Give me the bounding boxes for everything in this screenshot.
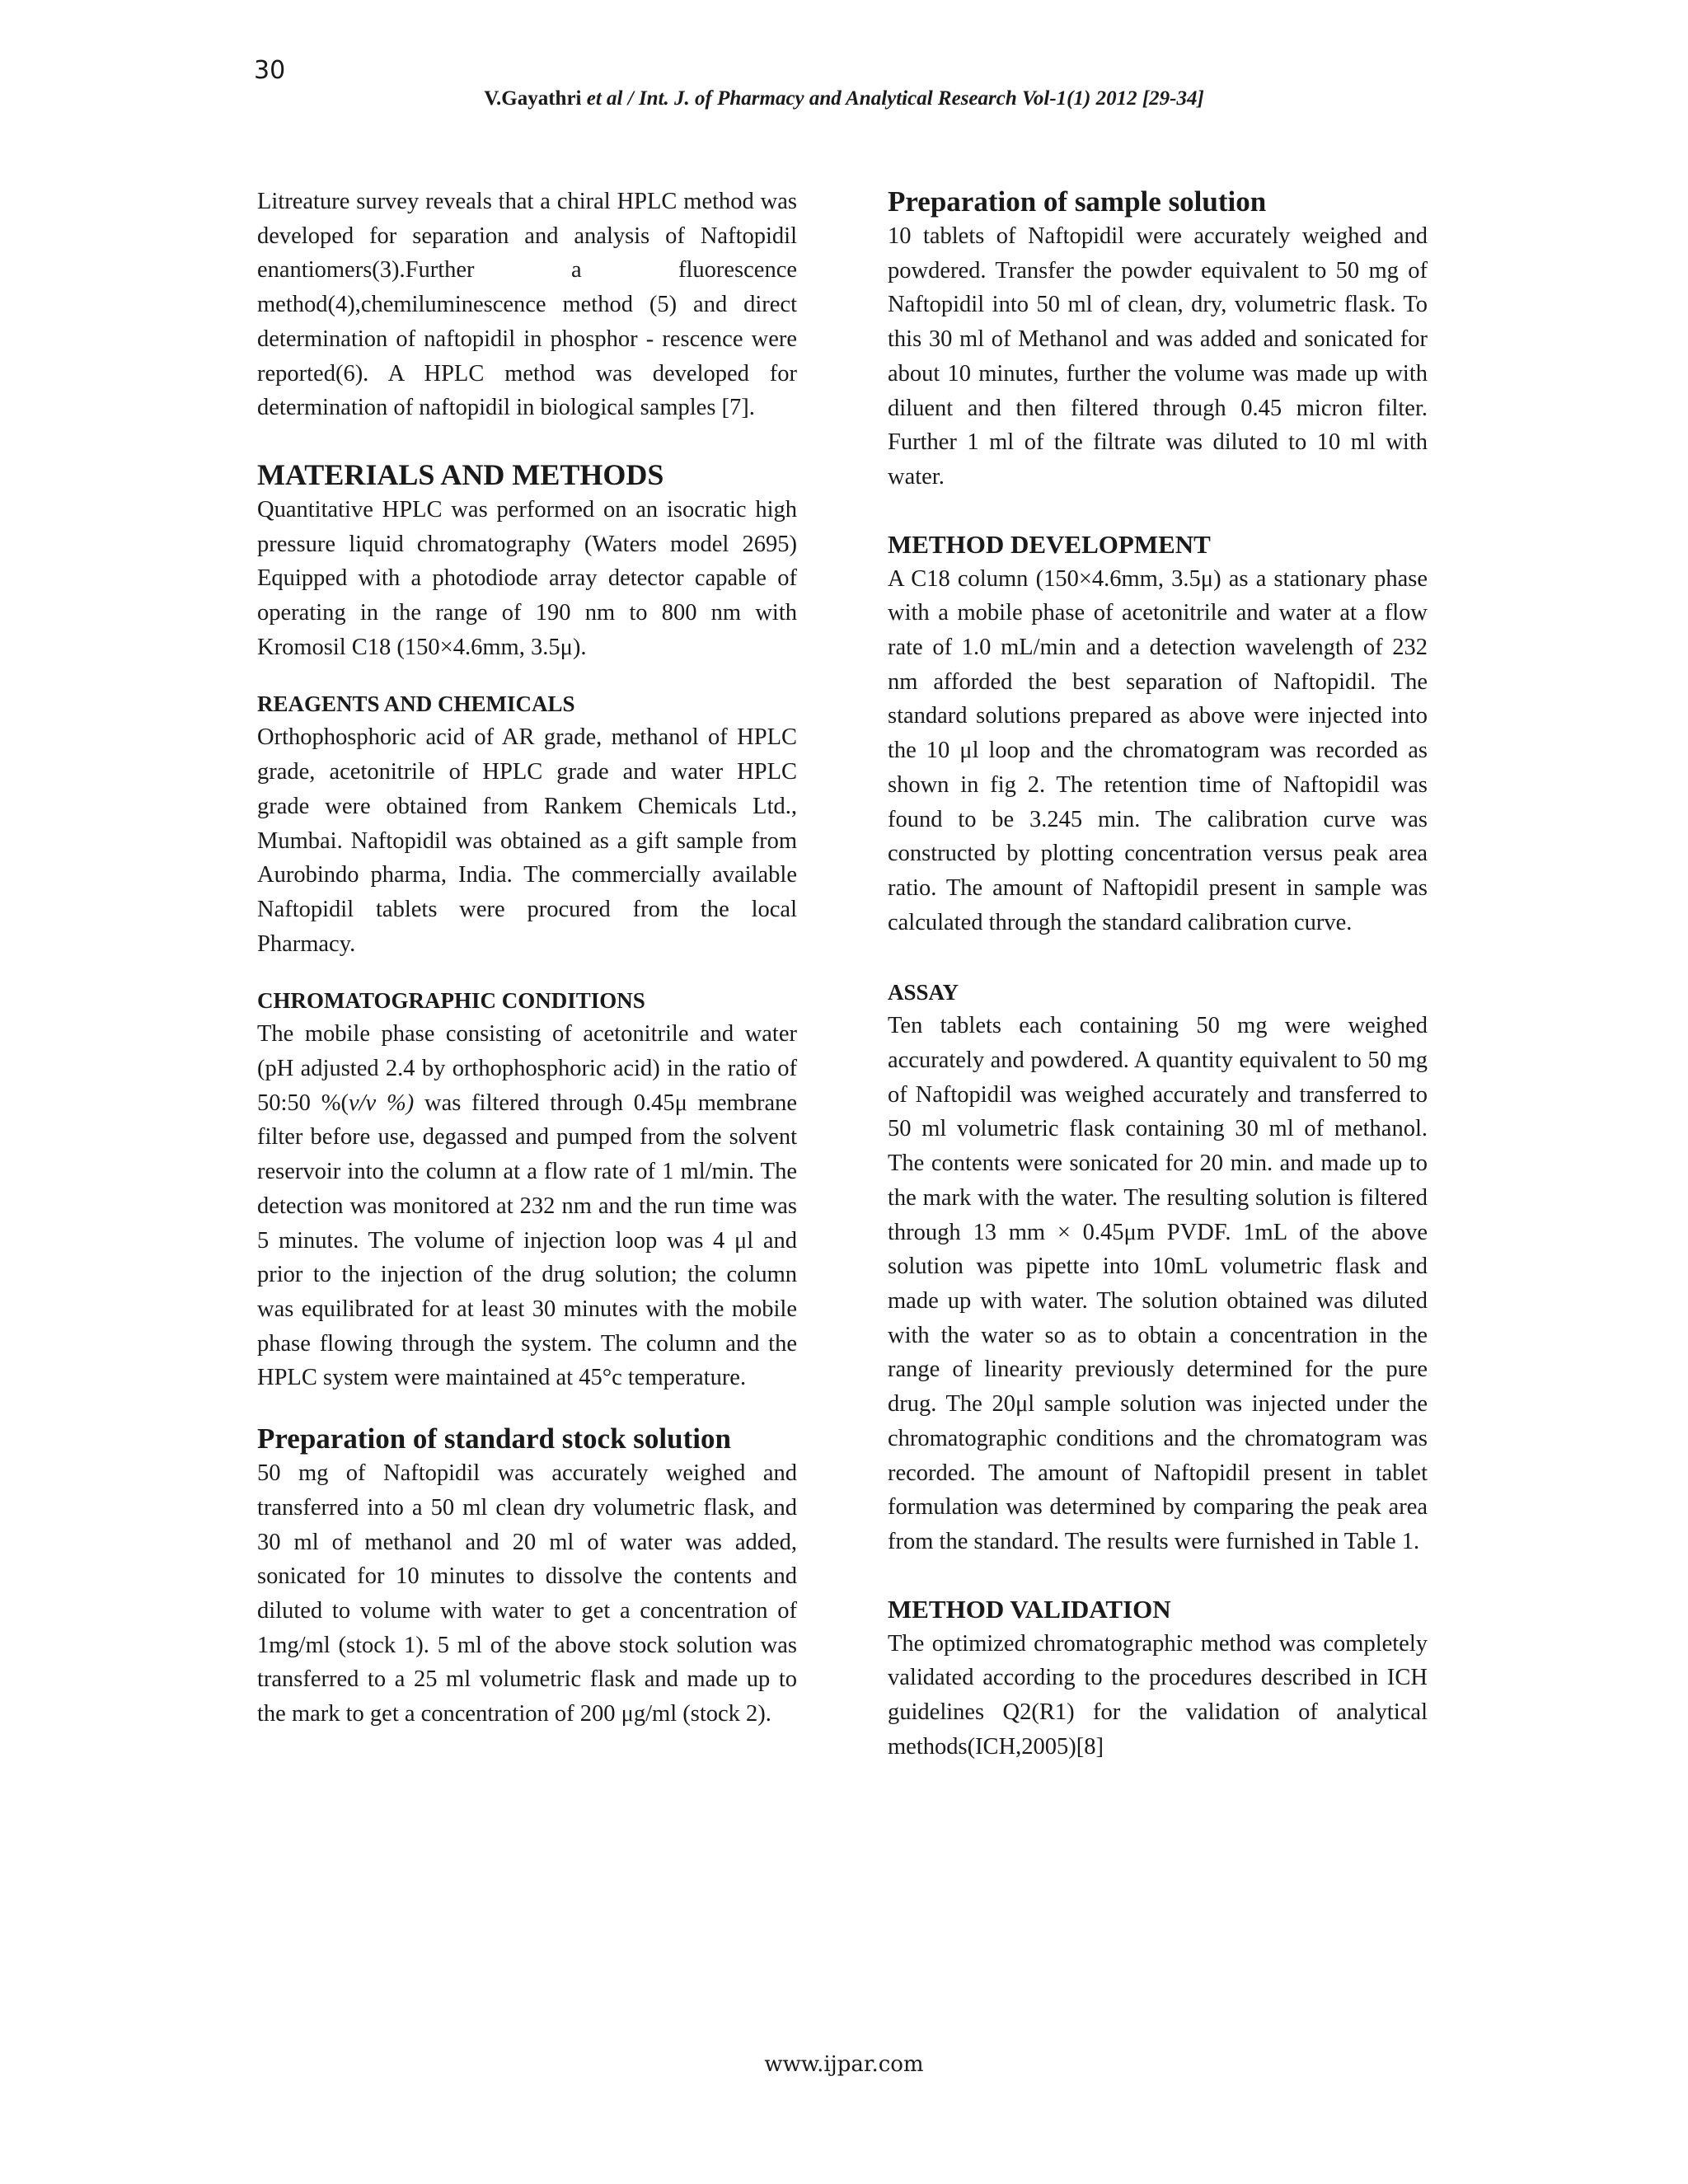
method-development-heading: METHOD DEVELOPMENT <box>888 529 1211 559</box>
sample-paragraph: 10 tablets of Naftopidil were accurately weighed and powdered. Transfer the powder equivalent to 50 mg of Naftopidil into 50 ml of clean, dry, volumetric flask. To this 30 ml of Methanol and was added and sonicated for about 10 minutes, further the volume was made up with diluent and then filtered through 0.45 micron filter. Further 1 ml of the filtrate was diluted to 10 ml with water. <box>888 223 1428 490</box>
chromatographic-heading: CHROMATOGRAPHIC CONDITIONS <box>257 988 645 1014</box>
chromatographic-paragraph <box>257 1017 797 1395</box>
left-column <box>257 185 797 1732</box>
sample-heading: Preparation of sample solution <box>888 185 1267 218</box>
assay-heading: ASSAY <box>888 980 959 1005</box>
method-validation-heading: METHOD VALIDATION <box>888 1594 1171 1624</box>
stock-paragraph: 50 mg of Naftopidil was accurately weighed and transferred into a 50 ml clean dry volumetric flask, and 30 ml of methanol and 20 ml of water was added, sonicated for 10 minutes to dissolve the contents and diluted to volume with water to get a concentration of 1mg/ml (stock 1). 5 ml of the above stock solution was transferred to a 25 ml volumetric flask and made up to the mark to get a concentration of 200 μg/ml (stock 2). <box>257 1460 797 1727</box>
header-authors: V.Gayathri <box>484 87 587 110</box>
header-journal: / Int. J. of Pharmacy and Analytical Research Vol-1(1) 2012 [29-34] <box>622 87 1204 110</box>
header-etal: et al <box>586 87 623 110</box>
reagents-paragraph: Orthophosphoric acid of AR grade, methanol of HPLC grade, acetonitrile of HPLC grade and water HPLC grade were obtained from Rankem Chemicals Ltd., Mumbai. Naftopidil was obtained as a gift sample from Aurobindo pharma, India. The commercially available Naftopidil tablets were procured from the local Pharmacy. <box>257 724 797 957</box>
footer-url[interactable]: www.ijpar.com <box>764 2052 924 2077</box>
materials-heading: MATERIALS AND METHODS <box>257 457 664 491</box>
chrom-text-a: The mobile phase consisting of acetonitrile and water (pH adjusted 2.4 by orthophosphoric acid) in the ratio of 50:50 %( <box>257 1021 797 1116</box>
right-column <box>888 185 1428 1764</box>
materials-paragraph: Quantitative HPLC was performed on an isocratic high pressure liquid chromatography (Waters model 2695) Equipped with a photodiode array detector capable of operating in the range of 190 nm to 800 nm with Kromosil C18 (150×4.6mm, 3.5μ). <box>257 496 797 660</box>
chrom-text-b: was filtered through 0.45μ membrane filter before use, degassed and pumped from the solvent reservoir into the column at a flow rate of 1 ml/min. The detection was monitored at 232 nm and the run time was 5 minutes. The volume of injection loop was 4 μl and prior to the injection of the drug solution; the column was equilibrated for at least 30 minutes with the mobile phase flowing through the system. The column and the HPLC system were maintained at 45°c temperature. <box>257 1090 797 1391</box>
method-validation-paragraph: The optimized chromatographic method was completely validated according to the procedures described in ICH guidelines Q2(R1) for the validation of analytical methods(ICH,2005)[8] <box>888 1630 1428 1760</box>
stock-heading: Preparation of standard stock solution <box>257 1422 731 1455</box>
intro-paragraph: Litreature survey reveals that a chiral HPLC method was developed for separation and analysis of Naftopidil enantiomers(3).Further a fluorescence method(4),chemiluminescence method (5) and direct determination of naftopidil in phosphor - rescence were reported(6). A HPLC method was developed for determination of naftopidil in biological samples [7]. <box>257 189 797 421</box>
assay-paragraph: Ten tablets each containing 50 mg were weighed accurately and powdered. A quantity equivalent to 50 mg of Naftopidil was weighed accurately and transferred to 50 ml volumetric flask containing 30 ml of methanol. The contents were sonicated for 20 min. and made up to the mark with the water. The resulting solution is filtered through 13 mm × 0.45μm PVDF. 1mL of the above solution was pipette into 10mL volumetric flask and made up with water. The solution obtained was diluted with the water so as to obtain a concentration in the range of linearity previously determined for the pure drug. The 20μl sample solution was injected under the chromatographic conditions and the chromatogram was recorded. The amount of Naftopidil present in tablet formulation was determined by comparing the peak area from the standard. The results were furnished in Table 1. <box>888 1013 1428 1554</box>
chrom-text-italic: v/v %) <box>348 1090 415 1116</box>
running-header <box>0 87 1688 110</box>
page-number: 30 <box>254 56 286 85</box>
reagents-heading: REAGENTS AND CHEMICALS <box>257 691 575 717</box>
method-development-paragraph: A C18 column (150×4.6mm, 3.5μ) as a stationary phase with a mobile phase of acetonitrile and water at a flow rate of 1.0 mL/min and a detection wavelength of 232 nm afforded the best separation of Naftopidil. The standard solutions prepared as above were injected into the 10 μl loop and the chromatogram was recorded as shown in fig 2. The retention time of Naftopidil was found to be 3.245 min. The calibration curve was constructed by plotting concentration versus peak area ratio. The amount of Naftopidil present in sample was calculated through the standard calibration curve. <box>888 565 1428 935</box>
